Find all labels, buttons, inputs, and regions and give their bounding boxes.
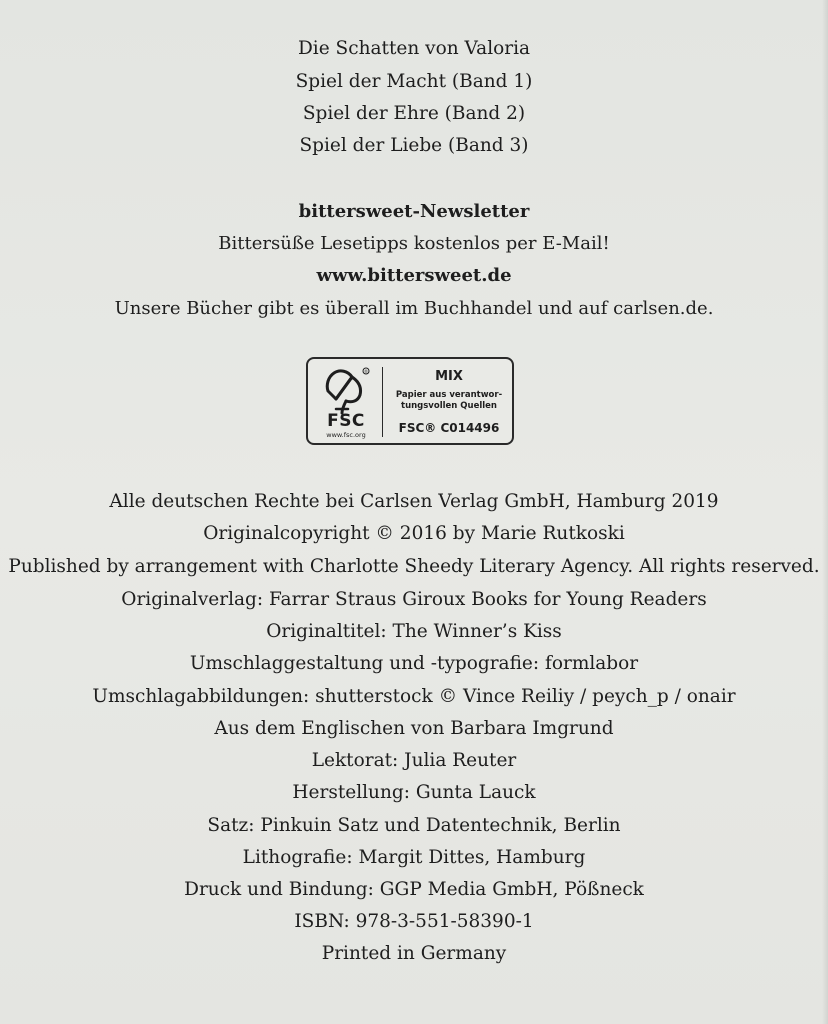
series-book-3: Spiel der Liebe (Band 3) <box>299 135 529 156</box>
series-title: Die Schatten von Valoria <box>297 38 531 59</box>
series-book-2: Spiel der Ehre (Band 2) <box>302 103 526 124</box>
imprint-printed-in: Printed in Germany <box>321 943 507 964</box>
fsc-mix-label: MIX <box>435 369 463 384</box>
imprint-cover-images: Umschlagabbildungen: shutterstock © Vince Reiliy / peych_p / onair <box>92 686 736 707</box>
fsc-brand-text: FSC <box>327 411 365 431</box>
newsletter-heading: bittersweet-Newsletter <box>298 201 530 222</box>
fsc-license-code: FSC® C014496 <box>398 421 500 435</box>
fsc-registered-mark: ® <box>364 369 368 374</box>
fsc-mix-logo <box>306 357 514 445</box>
fsc-paper-line-1: Papier aus verantwor- <box>395 390 503 400</box>
fsc-paper-description <box>388 390 510 412</box>
imprint-isbn: ISBN: 978-3-551-58390-1 <box>294 911 534 932</box>
imprint-arrangement: Published by arrangement with Charlotte Sheedy Literary Agency. All rights reserved. <box>8 556 820 577</box>
imprint-original-copyright: Originalcopyright © 2016 by Marie Rutkoski <box>203 523 625 544</box>
imprint-production: Herstellung: Gunta Lauck <box>292 782 536 803</box>
fsc-paper-line-2: tungsvollen Quellen <box>401 401 497 411</box>
availability-note: Unsere Bücher gibt es überall im Buchhandel und auf carlsen.de. <box>114 298 714 319</box>
imprint-original-publisher: Originalverlag: Farrar Straus Giroux Books for Young Readers <box>121 589 707 610</box>
imprint-original-title: Originaltitel: The Winner’s Kiss <box>266 621 562 642</box>
imprint-cover-design: Umschlaggestaltung und -typografie: formlabor <box>189 653 639 674</box>
fsc-tree-checkmark-icon <box>318 365 374 417</box>
imprint-lithography: Lithografie: Margit Dittes, Hamburg <box>242 847 586 868</box>
newsletter-website: www.bittersweet.de <box>316 265 512 286</box>
imprint-rights: Alle deutschen Rechte bei Carlsen Verlag GmbH, Hamburg 2019 <box>109 491 719 512</box>
imprint-translation: Aus dem Englischen von Barbara Imgrund <box>214 718 614 739</box>
fsc-divider <box>382 367 383 437</box>
imprint-editing: Lektorat: Julia Reuter <box>311 750 517 771</box>
series-book-1: Spiel der Macht (Band 1) <box>295 71 533 92</box>
imprint-printing: Druck und Bindung: GGP Media GmbH, Pößneck <box>184 879 644 900</box>
newsletter-tagline: Bittersüße Lesetipps kostenlos per E-Mail! <box>218 233 610 254</box>
imprint-typesetting: Satz: Pinkuin Satz und Datentechnik, Berlin <box>207 815 621 836</box>
fsc-url: www.fsc.org <box>326 431 366 439</box>
